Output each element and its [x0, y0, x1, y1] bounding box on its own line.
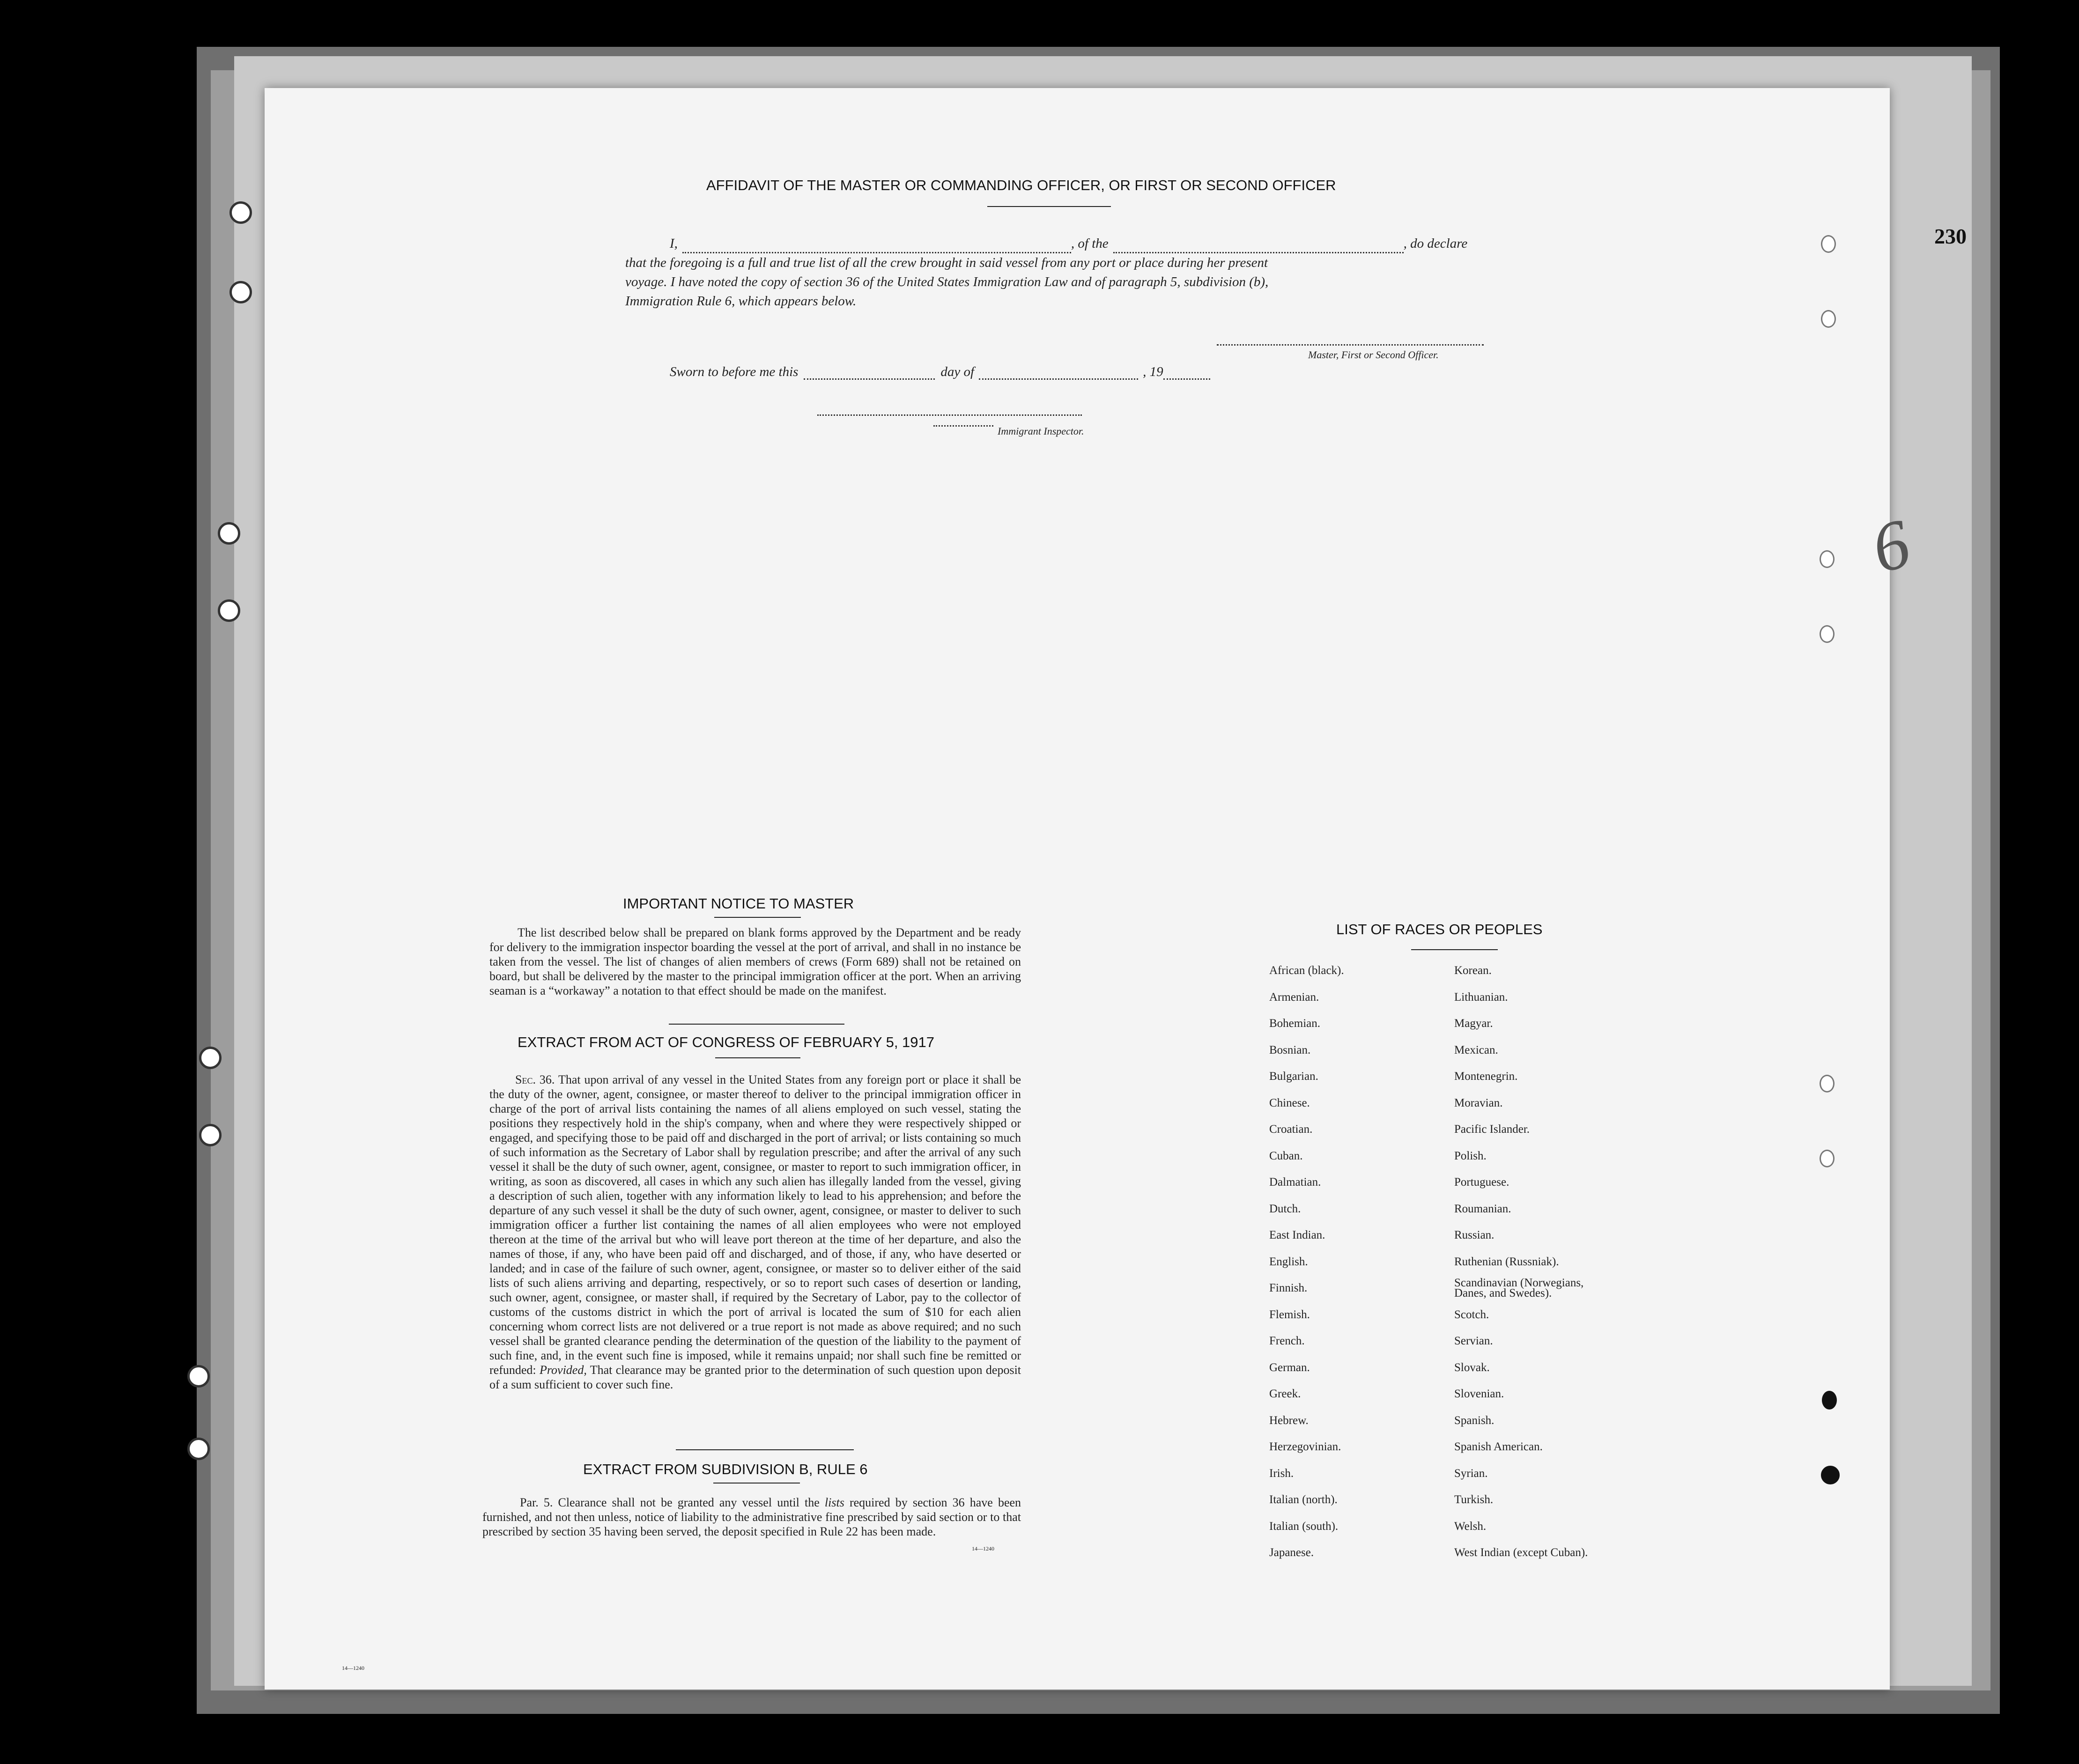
race-item: Italian (south). — [1269, 1520, 1339, 1533]
race-item: Roumanian. — [1454, 1202, 1511, 1215]
race-item: Japanese. — [1269, 1546, 1314, 1559]
act-extract-text — [489, 1072, 1021, 1392]
race-item: Welsh. — [1454, 1520, 1487, 1533]
race-item: Dutch. — [1269, 1202, 1301, 1215]
binder-hole — [218, 522, 240, 545]
race-item: Korean. — [1454, 964, 1492, 977]
race-item: Lithuanian. — [1454, 990, 1508, 1004]
handwritten-mark: 6 — [1864, 504, 1918, 588]
section-rule — [676, 1449, 854, 1450]
race-item: Slovenian. — [1454, 1388, 1504, 1400]
binder-hole — [1820, 625, 1835, 643]
lists-word: lists — [824, 1496, 844, 1509]
binder-hole — [1821, 1466, 1840, 1484]
inspector-signature-field[interactable] — [817, 414, 1082, 416]
race-item: Irish. — [1269, 1467, 1294, 1480]
binder-hole — [187, 1438, 210, 1460]
rule-text-end: required by section 36 have been furnished, and not then unless, notice of liability to the administrative fine prescribed by said section or to that prescribed by section 35 having been served, the deposit specified in Rule 22 has been made. — [482, 1496, 1021, 1538]
heading-rule — [1411, 949, 1498, 950]
race-item: Bulgarian. — [1269, 1070, 1318, 1083]
section-body: That upon arrival of any vessel in the United States from any foreign port or place it shall be the duty of the owner, agent, consignee, or master thereof to deliver to the principal immigration officer in charge of the port of arrival lists containing the names of all aliens employed on such vessel, stating the positions they respectively hold in the ship's company, when and where they were respectively shipped or engaged, and specifying those to be paid off and discharged in the port of arrival; or lists containing so much of such information as the Secretary of Labor shall by regulation prescribe; and after the arrival of any such vessel it shall be the duty of such owner, agent, consignee, or master to report to such immigration officer, in writing, as soon as discovered, all cases in which any such alien has illegally landed from the vessel, giving a description of such alien, together with any information likely to lead to his apprehension; and before the departure of any such vessel it shall be the duty of such owner, agent, consignee, or master to deliver to such immigration officer a further list containing the names of all alien employees who were not employed thereon at the time of the arrival but who will leave port thereon at the time of her departure, and also the names of those, if any, who have been paid off and discharged, and of those, if any, who have deserted or landed; and in case of the failure of such owner, agent, consignee, or master so to deliver either of the said lists of such aliens arriving and departing, respectively, or so to report such cases of desertion or landing, such owner, agent, consignee, or master shall, if required by the Secretary of Labor, pay to the collector of customs of the customs district in which the port of arrival is located the sum of $10 for each alien concerning whom correct lists are not delivered or a true report is not made as above required; and no such vessel shall be granted clearance pending the determination of the question of the liability to the payment of such fine, and, in the event such fine is imposed, while it remains unpaid; nor shall such fine be remitted or refunded: — [489, 1073, 1021, 1377]
section-label: Sec. 36. — [515, 1073, 555, 1086]
rule-extract-text — [482, 1495, 1021, 1539]
sworn-label: Sworn to before me this — [670, 364, 799, 379]
race-item: Syrian. — [1454, 1467, 1488, 1480]
races-left-column — [1269, 958, 1438, 1566]
master-signature-field[interactable] — [1217, 344, 1484, 346]
race-item: Hebrew. — [1269, 1414, 1309, 1427]
binder-hole — [229, 201, 252, 224]
declare-label: , do declare — [1403, 236, 1468, 251]
races-heading: LIST OF RACES OR PEOPLES — [1336, 921, 1543, 937]
race-item: Russian. — [1454, 1229, 1495, 1241]
heading-rule — [714, 917, 801, 918]
binder-hole — [1820, 1150, 1835, 1167]
sworn-month-field[interactable] — [979, 378, 1138, 380]
race-item: Italian (north). — [1269, 1493, 1338, 1506]
form-number: 14—1240 — [972, 1545, 994, 1552]
binder-hole — [187, 1365, 210, 1388]
rule-extract-heading: EXTRACT FROM SUBDIVISION B, RULE 6 — [583, 1461, 868, 1477]
affidavit-declaration — [625, 234, 1513, 311]
sworn-day-field[interactable] — [804, 378, 935, 380]
race-item: Dalmatian. — [1269, 1176, 1321, 1188]
race-item: Spanish. — [1454, 1414, 1495, 1427]
section-body-end: That clearance may be granted prior to the determination of such question upon deposit of a sum sufficient to cover such fine. — [489, 1363, 1021, 1391]
binder-hole — [199, 1124, 222, 1146]
declarant-prefix: I, — [670, 236, 678, 251]
race-item: West Indian (except Cuban). — [1454, 1546, 1588, 1559]
notice-heading: IMPORTANT NOTICE TO MASTER — [623, 895, 854, 912]
year-prefix: , 19 — [1143, 364, 1163, 379]
rule-text-start: Par. 5. Clearance shall not be granted any vessel until the — [520, 1496, 820, 1509]
binder-hole — [199, 1047, 222, 1069]
declaration-line-2: that the foregoing is a full and true list of all the crew brought in said vessel from any port or place during her present — [625, 255, 1268, 270]
declaration-line-1 — [625, 234, 1513, 253]
binder-hole — [1820, 1075, 1835, 1092]
page-number: 230 — [1934, 224, 1967, 248]
master-signature-label: Master, First or Second Officer. — [1308, 349, 1439, 361]
race-item: Chinese. — [1269, 1096, 1310, 1109]
notice-text: The list described below shall be prepared on blank forms approved by the Department and be ready for delivery to the immigration inspector boarding the vessel at the port of arrival, and shall in no instance be taken from the vessel. The list of changes of alien members of crews (Form 689) shall not be retained on board, but shall be delivered by the master to the principal immigration officer at the port. When an arriving seaman is a “workaway” a notation to that effect should be made on the manifest. — [489, 926, 1021, 997]
race-item: Magyar. — [1454, 1017, 1493, 1030]
race-item: Bohemian. — [1269, 1017, 1321, 1030]
race-item: Slovak. — [1454, 1361, 1490, 1374]
race-item: Ruthenian (Russniak). — [1454, 1255, 1559, 1268]
heading-rule — [987, 206, 1111, 207]
footer-form-number: 14—1240 — [342, 1665, 364, 1671]
declaration-line-4: Immigration Rule 6, which appears below. — [625, 294, 857, 309]
race-item: Flemish. — [1269, 1308, 1310, 1321]
race-item: East Indian. — [1269, 1229, 1325, 1241]
race-item: Spanish American. — [1454, 1440, 1543, 1453]
race-item: Pacific Islander. — [1454, 1123, 1530, 1136]
section-rule — [669, 1024, 844, 1025]
race-item: Cuban. — [1269, 1149, 1303, 1162]
race-item: Portuguese. — [1454, 1176, 1509, 1188]
race-item: African (black). — [1269, 964, 1344, 977]
race-item: Armenian. — [1269, 990, 1319, 1004]
race-item: Turkish. — [1454, 1493, 1494, 1506]
declaration-line-3: voyage. I have noted the copy of section 36 of the United States Immigration Law and of paragraph 5, subdivision (b), — [625, 274, 1269, 289]
race-item: English. — [1269, 1255, 1308, 1268]
inspector-label: Immigrant Inspector. — [998, 425, 1084, 437]
race-item: Scotch. — [1454, 1308, 1489, 1321]
of-the-label: , of the — [1071, 236, 1109, 251]
sworn-year-field[interactable] — [1163, 378, 1210, 380]
affidavit-heading: AFFIDAVIT OF THE MASTER OR COMMANDING OFFICER, OR FIRST OR SECOND OFFICER — [706, 177, 1336, 193]
heading-rule — [713, 1483, 800, 1484]
race-item: Finnish. — [1269, 1282, 1308, 1294]
act-extract-heading: EXTRACT FROM ACT OF CONGRESS OF FEBRUARY 5, 1917 — [518, 1034, 935, 1050]
race-item: Greek. — [1269, 1388, 1301, 1400]
race-item: Montenegrin. — [1454, 1070, 1518, 1083]
race-item: Servian. — [1454, 1335, 1493, 1347]
race-item: French. — [1269, 1335, 1305, 1347]
binder-hole — [1821, 310, 1836, 328]
race-item: German. — [1269, 1361, 1310, 1374]
binder-hole — [1821, 235, 1836, 253]
races-right-column — [1454, 958, 1698, 1566]
binder-hole — [229, 281, 252, 303]
race-item: Croatian. — [1269, 1123, 1313, 1136]
heading-rule — [715, 1057, 800, 1058]
race-item: Moravian. — [1454, 1096, 1503, 1109]
race-item: Bosnian. — [1269, 1043, 1311, 1056]
race-item: Scandinavian (Norwegians, Danes, and Swedes). — [1454, 1277, 1584, 1299]
binder-hole — [218, 599, 240, 622]
inspector-title-dots — [933, 425, 993, 427]
race-item: Herzegovinian. — [1269, 1440, 1341, 1453]
race-item: Polish. — [1454, 1149, 1487, 1162]
binder-hole — [1820, 550, 1835, 568]
binder-hole — [1822, 1391, 1837, 1410]
provided-word: Provided, — [540, 1363, 587, 1377]
day-of-label: day of — [940, 364, 975, 379]
sworn-line — [670, 364, 1210, 380]
race-item: Mexican. — [1454, 1043, 1498, 1056]
